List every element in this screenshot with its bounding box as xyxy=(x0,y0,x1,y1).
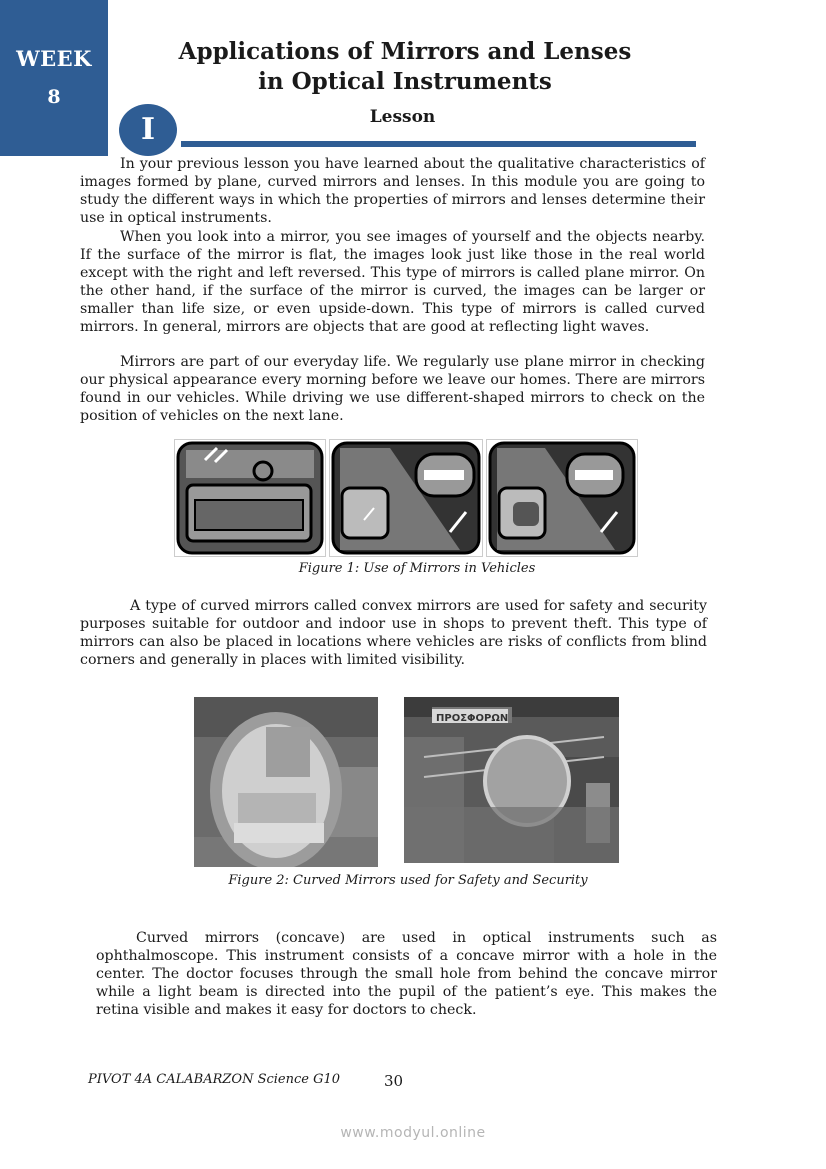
section-badge: I xyxy=(119,104,177,156)
figure2-indoor-convex-mirror xyxy=(404,697,619,863)
page-title-line1: Applications of Mirrors and Lenses xyxy=(178,38,632,65)
section-divider xyxy=(181,141,696,147)
paragraph-4: A type of curved mirrors called convex mirrors are used for safety and security purposes suitable for outdoor and indoor use in shops to prevent theft. This type of mirrors can also be placed in locations where vehicles are risks of conflicts from blind corners and generally in places with limited visibility. xyxy=(80,598,707,668)
site-watermark: www.modyul.online xyxy=(340,1125,486,1141)
week-number: 8 xyxy=(47,86,61,108)
footer-source: PIVOT 4A CALABARZON Science G10 xyxy=(88,1072,341,1087)
figure1-side-mirror-right xyxy=(486,439,638,557)
figure2-caption: Figure 2: Curved Mirrors used for Safety and Security xyxy=(228,873,588,888)
page-number: 30 xyxy=(384,1072,404,1090)
paragraph-2: When you look into a mirror, you see images of yourself and the objects nearby. If the surface of the mirror is flat, the images look just like those in the real world except with the right and left reversed. This type of mirrors is called plane mirror. On the other hand, if the surface of the mirror is curved, the images can be larger or smaller than life size, or even upside-down. This type of mirrors is called curved mirrors. In general, mirrors are objects that are good at reflecting light waves. xyxy=(80,229,705,335)
side-mirror-illustration xyxy=(487,440,637,556)
figure1-side-mirror-left xyxy=(329,439,483,557)
paragraph-5: Curved mirrors (concave) are used in optical instruments such as ophthalmoscope. This instrument consists of a concave mirror with a hole in the center. The doctor focuses through the small hole from behind the concave mirror while a light beam is directed into the pupil of the patient’s eye. This makes the retina visible and makes it easy for doctors to check. xyxy=(96,930,717,1018)
paragraph-3: Mirrors are part of our everyday life. We regularly use plane mirror in checking our physical appearance every morning before we leave our homes. There are mirrors found in our vehicles. While driving we use different-shaped mirrors to check on the position of vehicles on the next lane. xyxy=(80,354,705,424)
figure1-rearview-mirror xyxy=(174,439,326,557)
week-tab xyxy=(0,0,108,156)
indoor-mirror-photo xyxy=(404,697,619,863)
convex-mirror-photo xyxy=(194,697,378,867)
rearview-mirror-illustration xyxy=(175,440,325,556)
side-mirror-illustration xyxy=(330,440,482,556)
figure2-outdoor-convex-mirror xyxy=(194,697,378,867)
paragraph-1: In your previous lesson you have learned about the qualitative characteristics of images formed by plane, curved mirrors and lenses. In this module you are going to study the different ways in which the properties of mirrors and lenses determine their use in optical instruments. xyxy=(80,156,705,226)
section-label: Lesson xyxy=(369,107,436,127)
week-label: WEEK xyxy=(16,46,92,71)
store-sign-text: ΠΡΟΣΦΟΡΩΝ xyxy=(436,713,509,724)
figure1-caption: Figure 1: Use of Mirrors in Vehicles xyxy=(298,561,536,576)
page-title-line2: in Optical Instruments xyxy=(258,68,552,95)
